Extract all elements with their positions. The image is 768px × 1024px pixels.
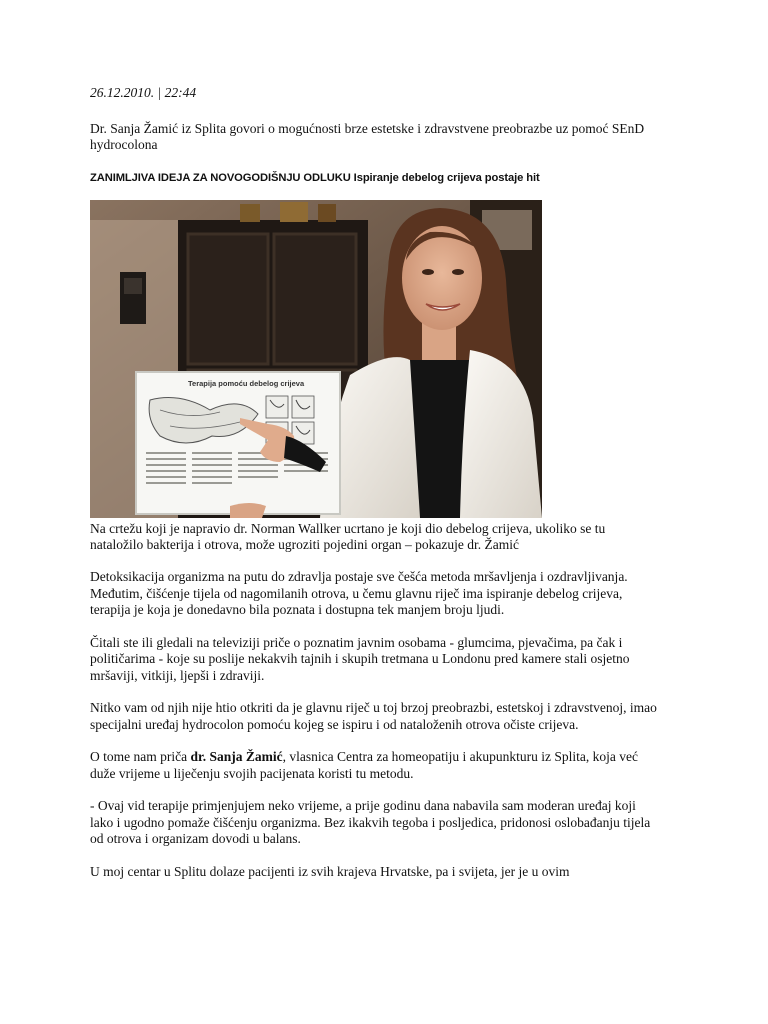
paragraph-6: U moj centar u Splitu dolaze pacijenti iz svih krajeva Hrvatske, pa i svijeta, jer je u ovim	[90, 863, 570, 879]
article-date: 26.12.2010. | 22:44	[90, 85, 197, 100]
photo-caption: Na crtežu koji je napravio dr. Norman Wallker ucrtano je koji dio debelog crijeva, ukoliko se tu nataložilo bakterija i otrova, može ugroziti pojedini organ – pokazuje dr. Žamić	[90, 521, 606, 552]
article	[90, 84, 660, 880]
paragraph-3: Nitko vam od njih nije htio otkriti da je glavnu riječ u toj brzoj preobrazbi, estetskoj i zdravstvenoj, imao specijalni uređaj hydrocolon pomoću kojeg se ispiru i od nataloženih otrova očiste crijeva.	[90, 700, 657, 732]
article-subhead: ZANIMLJIVA IDEJA ZA NOVOGODIŠNJU ODLUKU Ispiranje debelog crijeva postaje hit	[90, 172, 540, 184]
paragraph-4-end: , vlasnica Centra za homeopatiju i akupunkturu iz Splita, koja već duže vrijeme u liječenju svojih pacijenata koristi tu metodu.	[90, 749, 639, 781]
article-lead: Dr. Sanja Žamić iz Splita govori o mogućnosti brze estetske i zdravstvene preobrazbe uz pomoć SEnD hydrocolona	[90, 121, 645, 152]
paragraph-4-start: O tome nam priča	[90, 749, 191, 764]
paragraph-1: Detoksikacija organizma na putu do zdravlja postaje sve češća metoda mršavljenja i ozdravljivanja. Međutim, čišćenje tijela od nagomilanih otrova, u čemu glavnu riječ ima ispiranje debelog crijeva, terapija je koja je donedavno bila poznata i dostupna tek manjem broju ljudi.	[90, 569, 628, 617]
poster-title: Terapija pomoću debelog crijeva	[188, 379, 305, 388]
paragraph-4-name: dr. Sanja Žamić	[190, 749, 283, 764]
article-photo	[90, 200, 542, 518]
paragraph-4	[90, 749, 660, 782]
paragraph-5: - Ovaj vid terapije primjenjujem neko vrijeme, a prije godinu dana nabavila sam moderan uređaj koji lako i ugodno pomaže čišćenju organizma. Bez ikakvih tegoba i posljedica, pridonosi oslobađanju tijela od otrova i organizam dovodi u balans.	[90, 798, 651, 846]
paragraph-2: Čitali ste ili gledali na televiziji priče o poznatim javnim osobama - glumcima, pjevačima, pa čak i političarima - koje su poslije nekakvih tajnih i skupih tretmana u Londonu pred kamere stali osjetno mršaviji, vitkiji, ljepši i zdraviji.	[90, 634, 630, 683]
